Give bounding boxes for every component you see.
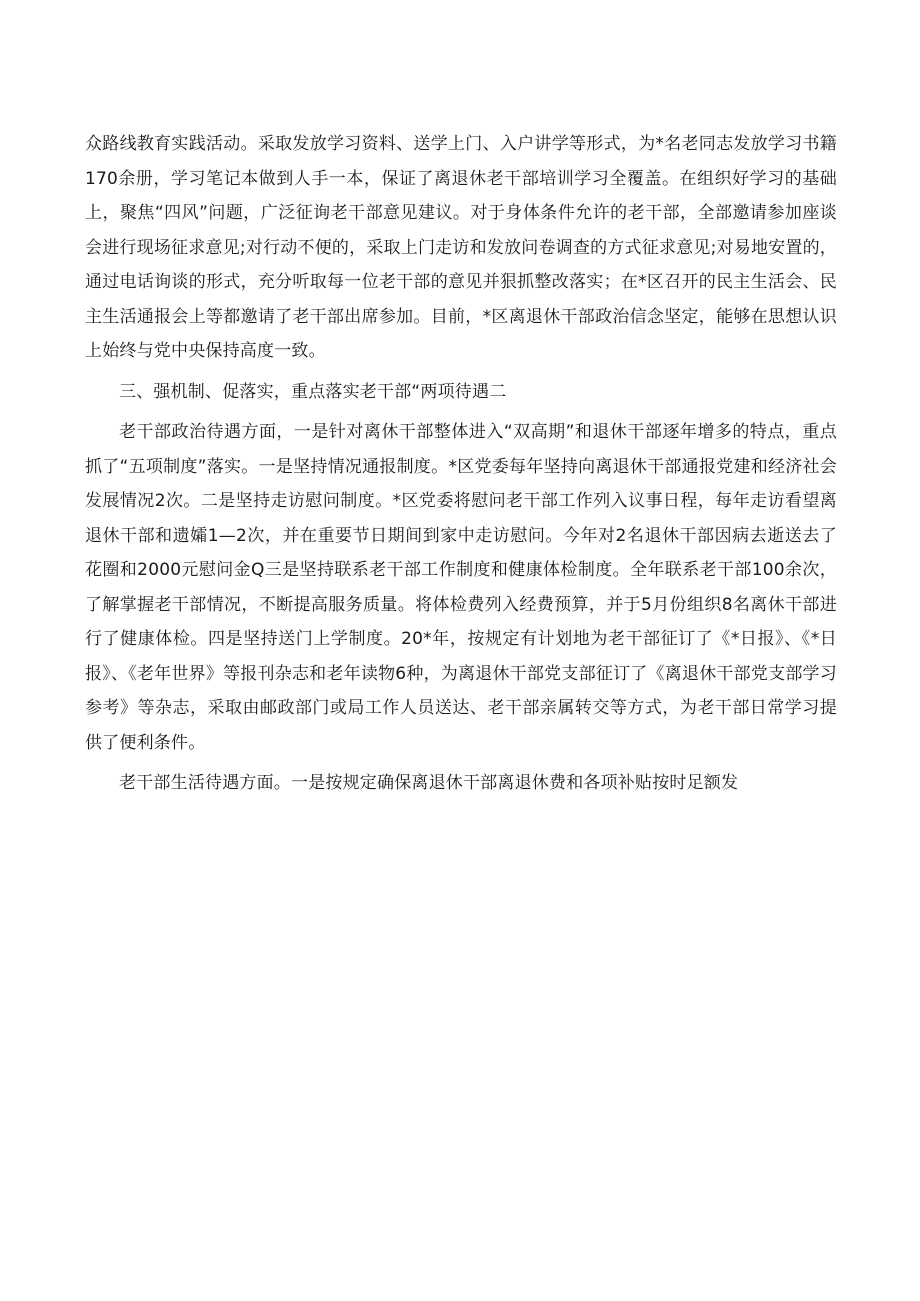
paragraph-political-treatment: 老干部政治待遇方面，一是针对离休干部整体进入“双高期”和退休干部逐年增多的特点，重点抓了“五项制度”落实。一是坚持情况通报制度。*区党委每年坚持向离退休干部通报党建和经济社会发展情况2次。二是坚持走访慰问制度。*区党委将慰问老干部工作列入议事日程，每年走访看望离退休干部和遗孀1—2次，并在重要节日期间到家中走访慰问。今年对2名退休干部因病去逝送去了花圈和2000元慰问金Q三是坚持联系老干部工作制度和健康体检制度。全年联系老干部100余次，了解掌握老干部情况，不断提高服务质量。将体检费列入经费预算，并于5月份组织8名离休干部进行了健康体检。四是坚持送门上学制度。20*年，按规定有计划地为老干部征订了《*日报》、《*日报》、《老年世界》等报刊杂志和老年读物6种，为离退休干部党支部征订了《离退休干部党支部学习参考》等杂志，采取由邮政部门或局工作人员送达、老干部亲属转交等方式，为老干部日常学习提供了便利条件。 — [85, 422, 837, 753]
paragraph-continuation: 众路线教育实践活动。采取发放学习资料、送学上门、入户讲学等形式，为*名老同志发放学习书籍170余册，学习笔记本做到人手一本，保证了离退休老干部培训学习全覆盖。在组织好学习的基础上，聚焦“四风”问题，广泛征询老干部意见建议。对于身体条件允许的老干部，全部邀请参加座谈会进行现场征求意见;对行动不便的，采取上门走访和发放问卷调查的方式征求意见;对易地安置的，通过电话询谈的形式，充分听取每一位老干部的意见并狠抓整改落实；在*区召开的民主生活会、民主生活通报会上等都邀请了老干部出席参加。目前，*区离退休干部政治信念坚定，能够在思想认识上始终与党中央保持高度一致。 — [85, 134, 837, 361]
document-body — [85, 127, 837, 801]
section-heading: 三、强机制、促落实，重点落实老干部“两项待遇二 — [119, 381, 507, 402]
paragraph-living-treatment: 老干部生活待遇方面。一是按规定确保离退休干部离退休费和各项补贴按时足额发 — [119, 773, 739, 793]
